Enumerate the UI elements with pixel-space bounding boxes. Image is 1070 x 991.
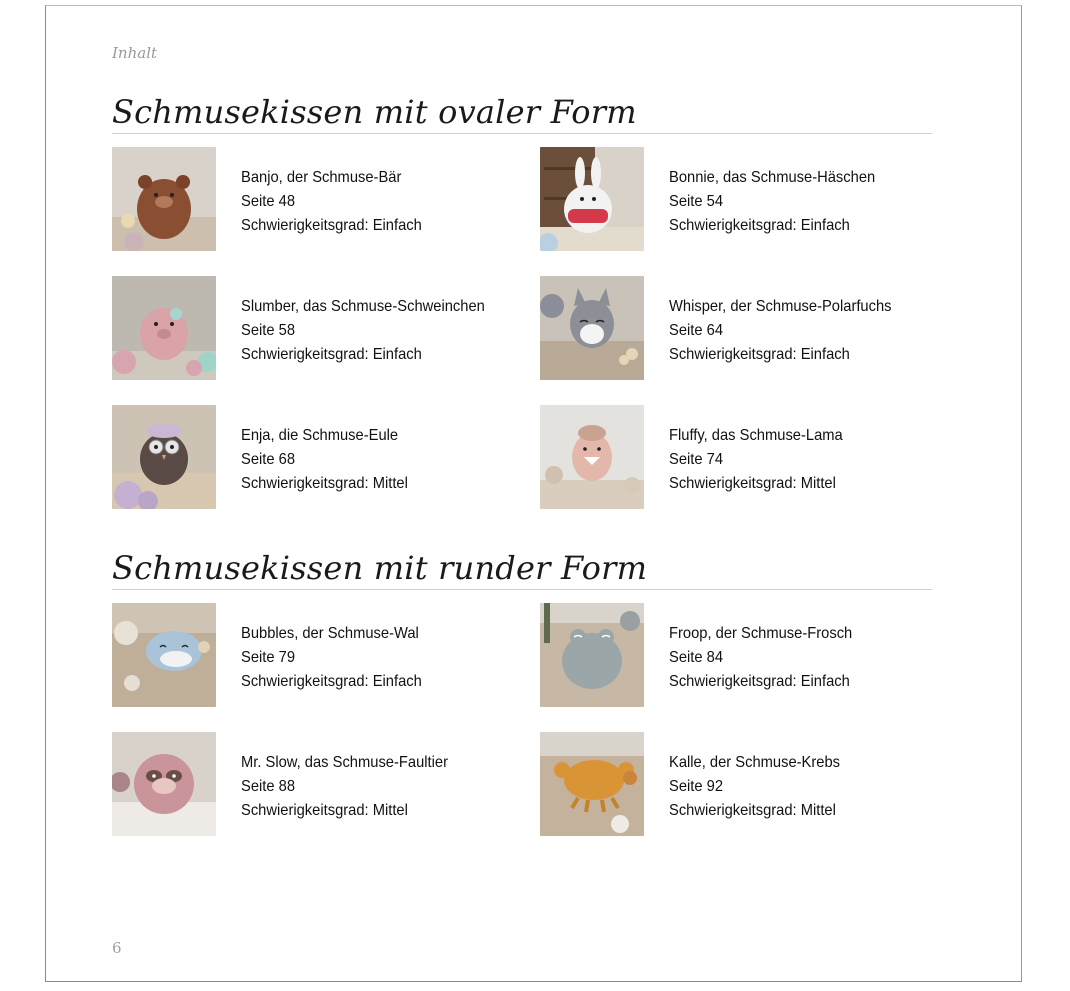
entry-title: Bubbles, der Schmuse-Wal — [241, 625, 419, 642]
entry-difficulty: Schwierigkeitsgrad: Einfach — [669, 217, 850, 234]
toc-entry[interactable] — [540, 276, 940, 380]
entry-page: Seite 74 — [669, 451, 724, 468]
entry-page: Seite 79 — [241, 649, 296, 666]
entry-difficulty: Schwierigkeitsgrad: Mittel — [669, 802, 836, 819]
book-page — [45, 5, 1022, 982]
entry-page: Seite 68 — [241, 451, 296, 468]
entry-difficulty: Schwierigkeitsgrad: Einfach — [669, 673, 850, 690]
entry-difficulty: Schwierigkeitsgrad: Mittel — [669, 475, 836, 492]
entry-text — [241, 295, 485, 367]
brown-owl-plush-icon — [112, 405, 216, 509]
section-rule — [112, 589, 932, 590]
entry-title: Froop, der Schmuse-Frosch — [669, 625, 853, 642]
entry-text — [241, 424, 408, 496]
pink-llama-plush-icon — [540, 405, 644, 509]
entry-text — [669, 295, 892, 367]
pink-sloth-plush-icon — [112, 732, 216, 836]
toc-entry[interactable] — [112, 276, 512, 380]
entry-text — [669, 166, 875, 238]
pink-pig-plush-icon — [112, 276, 216, 380]
entry-difficulty: Schwierigkeitsgrad: Einfach — [669, 346, 850, 363]
entry-title: Mr. Slow, das Schmuse-Faultier — [241, 754, 448, 771]
toc-entry[interactable] — [540, 732, 940, 836]
blue-whale-plush-icon — [112, 603, 216, 707]
entry-difficulty: Schwierigkeitsgrad: Einfach — [241, 673, 422, 690]
toc-entry[interactable] — [540, 405, 940, 509]
grey-frog-plush-icon — [540, 603, 644, 707]
entry-page: Seite 88 — [241, 778, 296, 795]
entry-difficulty: Schwierigkeitsgrad: Einfach — [241, 346, 422, 363]
entry-text — [241, 166, 422, 238]
toc-entry[interactable] — [540, 603, 940, 707]
entry-title: Whisper, der Schmuse-Polarfuchs — [669, 298, 892, 315]
toc-entry[interactable] — [540, 147, 940, 251]
toc-entry[interactable] — [112, 732, 512, 836]
toc-entry[interactable] — [112, 405, 512, 509]
entry-page: Seite 84 — [669, 649, 724, 666]
entry-difficulty: Schwierigkeitsgrad: Mittel — [241, 475, 408, 492]
entry-title: Kalle, der Schmuse-Krebs — [669, 754, 840, 771]
white-bunny-plush-icon — [540, 147, 644, 251]
entry-text — [241, 751, 448, 823]
section-title-oval: Schmusekissen mit ovaler Form — [112, 93, 637, 131]
entry-title: Fluffy, das Schmuse-Lama — [669, 427, 843, 444]
entry-title: Slumber, das Schmuse-Schweinchen — [241, 298, 485, 315]
entry-text — [669, 622, 852, 694]
toc-entry[interactable] — [112, 147, 512, 251]
entry-page: Seite 54 — [669, 193, 724, 210]
section-title-round: Schmusekissen mit runder Form — [112, 549, 648, 587]
entry-page: Seite 92 — [669, 778, 724, 795]
orange-crab-plush-icon — [540, 732, 644, 836]
grey-fox-plush-icon — [540, 276, 644, 380]
entry-page: Seite 58 — [241, 322, 296, 339]
entry-title: Enja, die Schmuse-Eule — [241, 427, 399, 444]
entry-page: Seite 48 — [241, 193, 296, 210]
brown-bear-plush-icon — [112, 147, 216, 251]
entry-text — [669, 424, 843, 496]
entry-difficulty: Schwierigkeitsgrad: Mittel — [241, 802, 408, 819]
entry-difficulty: Schwierigkeitsgrad: Einfach — [241, 217, 422, 234]
entry-title: Banjo, der Schmuse-Bär — [241, 169, 402, 186]
entry-text — [669, 751, 840, 823]
section-rule — [112, 133, 932, 134]
entry-text — [241, 622, 422, 694]
page-number: 6 — [112, 939, 122, 957]
entry-title: Bonnie, das Schmuse-Häschen — [669, 169, 876, 186]
toc-entry[interactable] — [112, 603, 512, 707]
entry-page: Seite 64 — [669, 322, 724, 339]
running-head: Inhalt — [112, 44, 158, 62]
